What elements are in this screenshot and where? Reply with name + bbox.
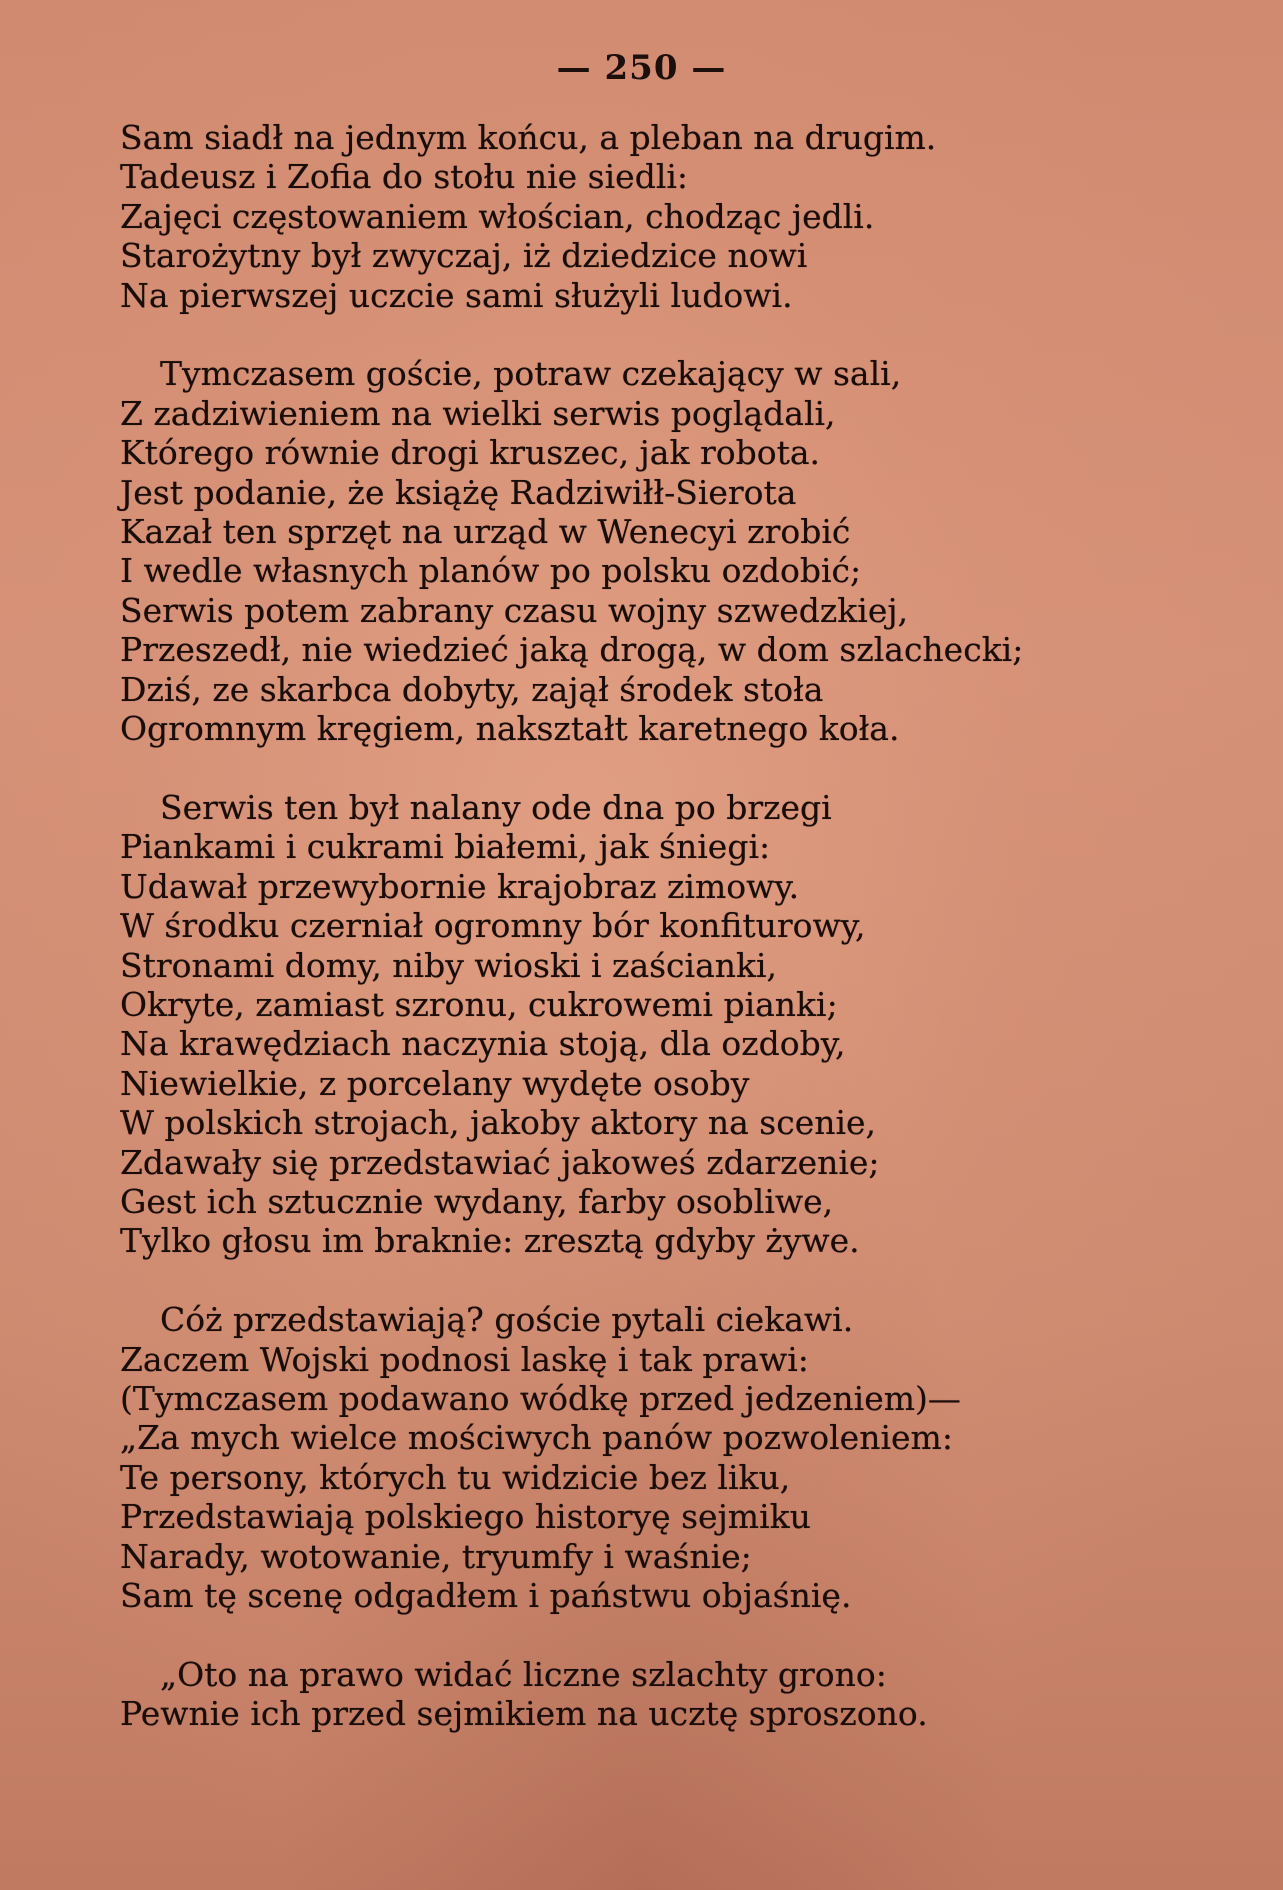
verse-line: Tymczasem goście, potraw czekający w sali, xyxy=(160,354,902,394)
verse-line: Sam tę scenę odgadłem i państwu objaśnię. xyxy=(120,1575,852,1615)
verse-line: Starożytny był zwyczaj, iż dziedzice nowi xyxy=(120,236,808,276)
verse-line: Te persony, których tu widzicie bez liku, xyxy=(120,1457,791,1497)
verse-line: Ogromnym kręgiem, nakształt karetnego koła. xyxy=(120,709,900,749)
verse-line: W środku czerniał ogromny bór konfiturowy, xyxy=(120,906,866,946)
verse-line: Stronami domy, niby wioski i zaścianki, xyxy=(120,945,778,985)
verse-line: Na pierwszej uczcie sami służyli ludowi. xyxy=(120,275,793,315)
verse-line: Z zadziwieniem na wielki serwis poglądali, xyxy=(120,393,836,433)
poem-text xyxy=(120,118,1250,1734)
verse-line: Zajęci częstowaniem włościan, chodząc jedli. xyxy=(120,196,875,236)
stanza xyxy=(120,1300,1250,1615)
verse-line: Sam siadł na jednym końcu, a pleban na drugim. xyxy=(120,118,937,157)
stanza xyxy=(120,118,1250,315)
verse-line: Tylko głosu im braknie: zresztą gdyby żywe. xyxy=(120,1221,860,1261)
verse-line: Pewnie ich przed sejmikiem na ucztę sproszono. xyxy=(120,1694,928,1734)
stanza xyxy=(120,788,1250,1261)
verse-line: Narady, wotowanie, tryumfy i waśnie; xyxy=(120,1536,752,1576)
verse-line: Przedstawiają polskiego historyę sejmiku xyxy=(120,1497,811,1537)
verse-line: Okryte, zamiast szronu, cukrowemi pianki; xyxy=(120,984,838,1024)
verse-line: Przeszedł, nie wiedzieć jaką drogą, w dom szlachecki; xyxy=(120,630,1024,670)
stanza xyxy=(120,354,1250,748)
verse-line: Kazał ten sprzęt na urząd w Wenecyi zrobić xyxy=(120,512,851,552)
verse-line: (Tymczasem podawano wódkę przed jedzeniem)— xyxy=(120,1378,961,1418)
verse-line: Zaczem Wojski podnosi laskę i tak prawi: xyxy=(120,1339,809,1379)
verse-line: Zdawały się przedstawiać jakoweś zdarzenie; xyxy=(120,1142,880,1182)
verse-line: Serwis ten był nalany ode dna po brzegi xyxy=(160,787,832,827)
verse-line: Niewielkie, z porcelany wydęte osoby xyxy=(120,1063,750,1103)
verse-line: Którego równie drogi kruszec, jak robota. xyxy=(120,433,821,473)
verse-line: Dziś, ze skarbca dobyty, zajął środek stoła xyxy=(120,669,824,709)
verse-line: W polskich strojach, jakoby aktory na scenie, xyxy=(120,1103,877,1143)
verse-line: Gest ich sztucznie wydany, farby osobliwe, xyxy=(120,1181,834,1221)
verse-line: Udawał przewybornie krajobraz zimowy. xyxy=(120,866,800,906)
page-number: — 250 — xyxy=(556,48,727,88)
verse-line: Na krawędziach naczynia stoją, dla ozdoby, xyxy=(120,1024,846,1064)
stanza xyxy=(120,1655,1250,1734)
verse-line: Piankami i cukrami białemi, jak śniegi: xyxy=(120,827,771,867)
verse-line: Cóż przedstawiają? goście pytali ciekawi. xyxy=(160,1300,854,1340)
verse-line: Tadeusz i Zofia do stołu nie siedli: xyxy=(120,157,689,197)
verse-line: Jest podanie, że książę Radziwiłł-Sierota xyxy=(120,472,797,512)
verse-line: „Oto na prawo widać liczne szlachty grono: xyxy=(160,1654,887,1694)
verse-line: Serwis potem zabrany czasu wojny szwedzkiej, xyxy=(120,590,909,630)
verse-line: „Za mych wielce mościwych panów pozwoleniem: xyxy=(120,1418,953,1458)
verse-line: I wedle własnych planów po polsku ozdobić; xyxy=(120,551,862,591)
